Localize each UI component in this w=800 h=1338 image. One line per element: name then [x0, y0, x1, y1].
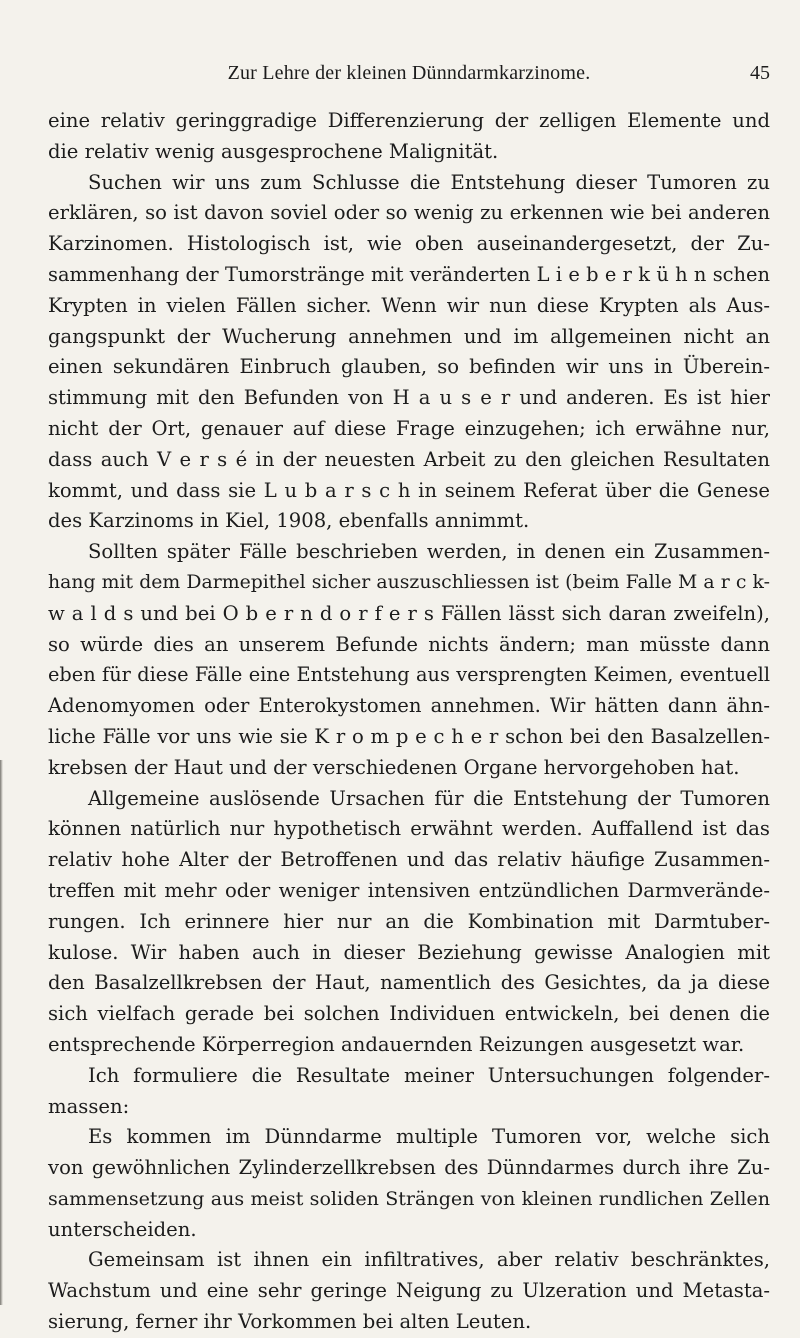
page-number: 45: [750, 62, 770, 84]
text-line: sierung, ferner ihr Vorkommen bei alten Leuten.: [48, 1310, 532, 1334]
text-line: hang mit dem Darmepithel sicher auszuschliessen ist (beim Falle M a r c k-: [48, 571, 770, 593]
text-line: w a l d s und bei O b e r n d o r f e r s Fällen lässt sich daran zweifeln),: [48, 601, 770, 625]
text-line: den Basalzellkrebsen der Haut, namentlich des Gesichtes, da ja diese: [48, 971, 770, 995]
text-line: sich vielfach gerade bei solchen Individuen entwickeln, bei denen die: [48, 1002, 770, 1026]
text-line: von gewöhnlichen Zylinderzellkrebsen des Dünndarmes durch ihre Zu-: [48, 1156, 770, 1180]
text-line: unterscheiden.: [48, 1217, 197, 1241]
text-line: Sollten später Fälle beschrieben werden, in denen ein Zusammen-: [88, 540, 770, 564]
text-line: Gemeinsam ist ihnen ein infiltratives, aber relativ beschränktes,: [88, 1248, 770, 1272]
text-line: Allgemeine auslösende Ursachen für die Entstehung der Tumoren: [88, 786, 770, 810]
text-line: des Karzinoms in Kiel, 1908, ebenfalls annimmt.: [48, 509, 530, 533]
text-line: treffen mit mehr oder weniger intensiven entzündlichen Darmverände-: [48, 878, 770, 902]
text-line: erklären, so ist davon soviel oder so wenig zu erkennen wie bei anderen: [48, 201, 770, 225]
text-line: sammenhang der Tumorstränge mit veränderten L i e b e r k ü h n schen: [48, 262, 770, 286]
text-line: einen sekundären Einbruch glauben, so befinden wir uns in Überein-: [48, 355, 770, 379]
text-line: rungen. Ich erinnere hier nur an die Kombination mit Darmtuber-: [48, 909, 770, 933]
text-line: können natürlich nur hypothetisch erwähnt werden. Auffallend ist das: [48, 817, 770, 841]
text-line: Krypten in vielen Fällen sicher. Wenn wir nun diese Krypten als Aus-: [48, 293, 770, 317]
text-line: so würde dies an unserem Befunde nichts ändern; man müsste dann: [48, 632, 770, 656]
text-line: Wachstum und eine sehr geringe Neigung zu Ulzeration und Metasta-: [48, 1279, 770, 1303]
text-line: sammensetzung aus meist soliden Strängen von kleinen rundlichen Zellen: [48, 1187, 770, 1210]
text-line: liche Fälle vor uns wie sie K r o m p e c h e r schon bei den Basalzellen-: [48, 724, 770, 748]
running-title: Zur Lehre der kleinen Dünndarmkarzinome.: [227, 62, 591, 84]
text-line: krebsen der Haut und der verschiedenen Organe hervorgehoben hat.: [48, 755, 740, 779]
text-line: eben für diese Fälle eine Entstehung aus versprengten Keimen, eventuell: [48, 663, 770, 687]
text-line: eine relativ geringgradige Differenzierung der zelligen Elemente und: [48, 109, 770, 132]
text-line: relativ hohe Alter der Betroffenen und das relativ häufige Zusammen-: [48, 848, 770, 872]
running-head: [48, 62, 770, 90]
text-line: Karzinomen. Histologisch ist, wie oben auseinandergesetzt, der Zu-: [48, 232, 770, 256]
text-line: entsprechende Körperregion andauernden Reizungen ausgesetzt war.: [48, 1032, 745, 1056]
text-line: kulose. Wir haben auch in dieser Beziehung gewisse Analogien mit: [48, 940, 770, 964]
text-line: massen:: [48, 1094, 130, 1118]
text-line: nicht der Ort, genauer auf diese Frage einzugehen; ich erwähne nur,: [48, 416, 770, 440]
text-line: gangspunkt der Wucherung annehmen und im allgemeinen nicht an: [48, 324, 770, 348]
text-line: stimmung mit den Befunden von H a u s e r und anderen. Es ist hier: [48, 386, 770, 410]
body-text: [48, 106, 770, 1338]
text-line: die relativ wenig ausgesprochene Malignität.: [48, 139, 499, 163]
text-line: Suchen wir uns zum Schlusse die Entstehung dieser Tumoren zu: [88, 170, 770, 194]
text-line: Ich formuliere die Resultate meiner Untersuchungen folgender-: [88, 1063, 770, 1087]
text-line: dass auch V e r s é in der neuesten Arbeit zu den gleichen Resultaten: [48, 447, 770, 471]
text-line: Es kommen im Dünndarme multiple Tumoren vor, welche sich: [88, 1125, 770, 1149]
text-line: Adenomyomen oder Enterokystomen annehmen. Wir hätten dann ähn-: [48, 694, 770, 718]
page-edge-shadow: [0, 760, 3, 1305]
text-line: kommt, und dass sie L u b a r s c h in seinem Referat über die Genese: [48, 478, 770, 502]
